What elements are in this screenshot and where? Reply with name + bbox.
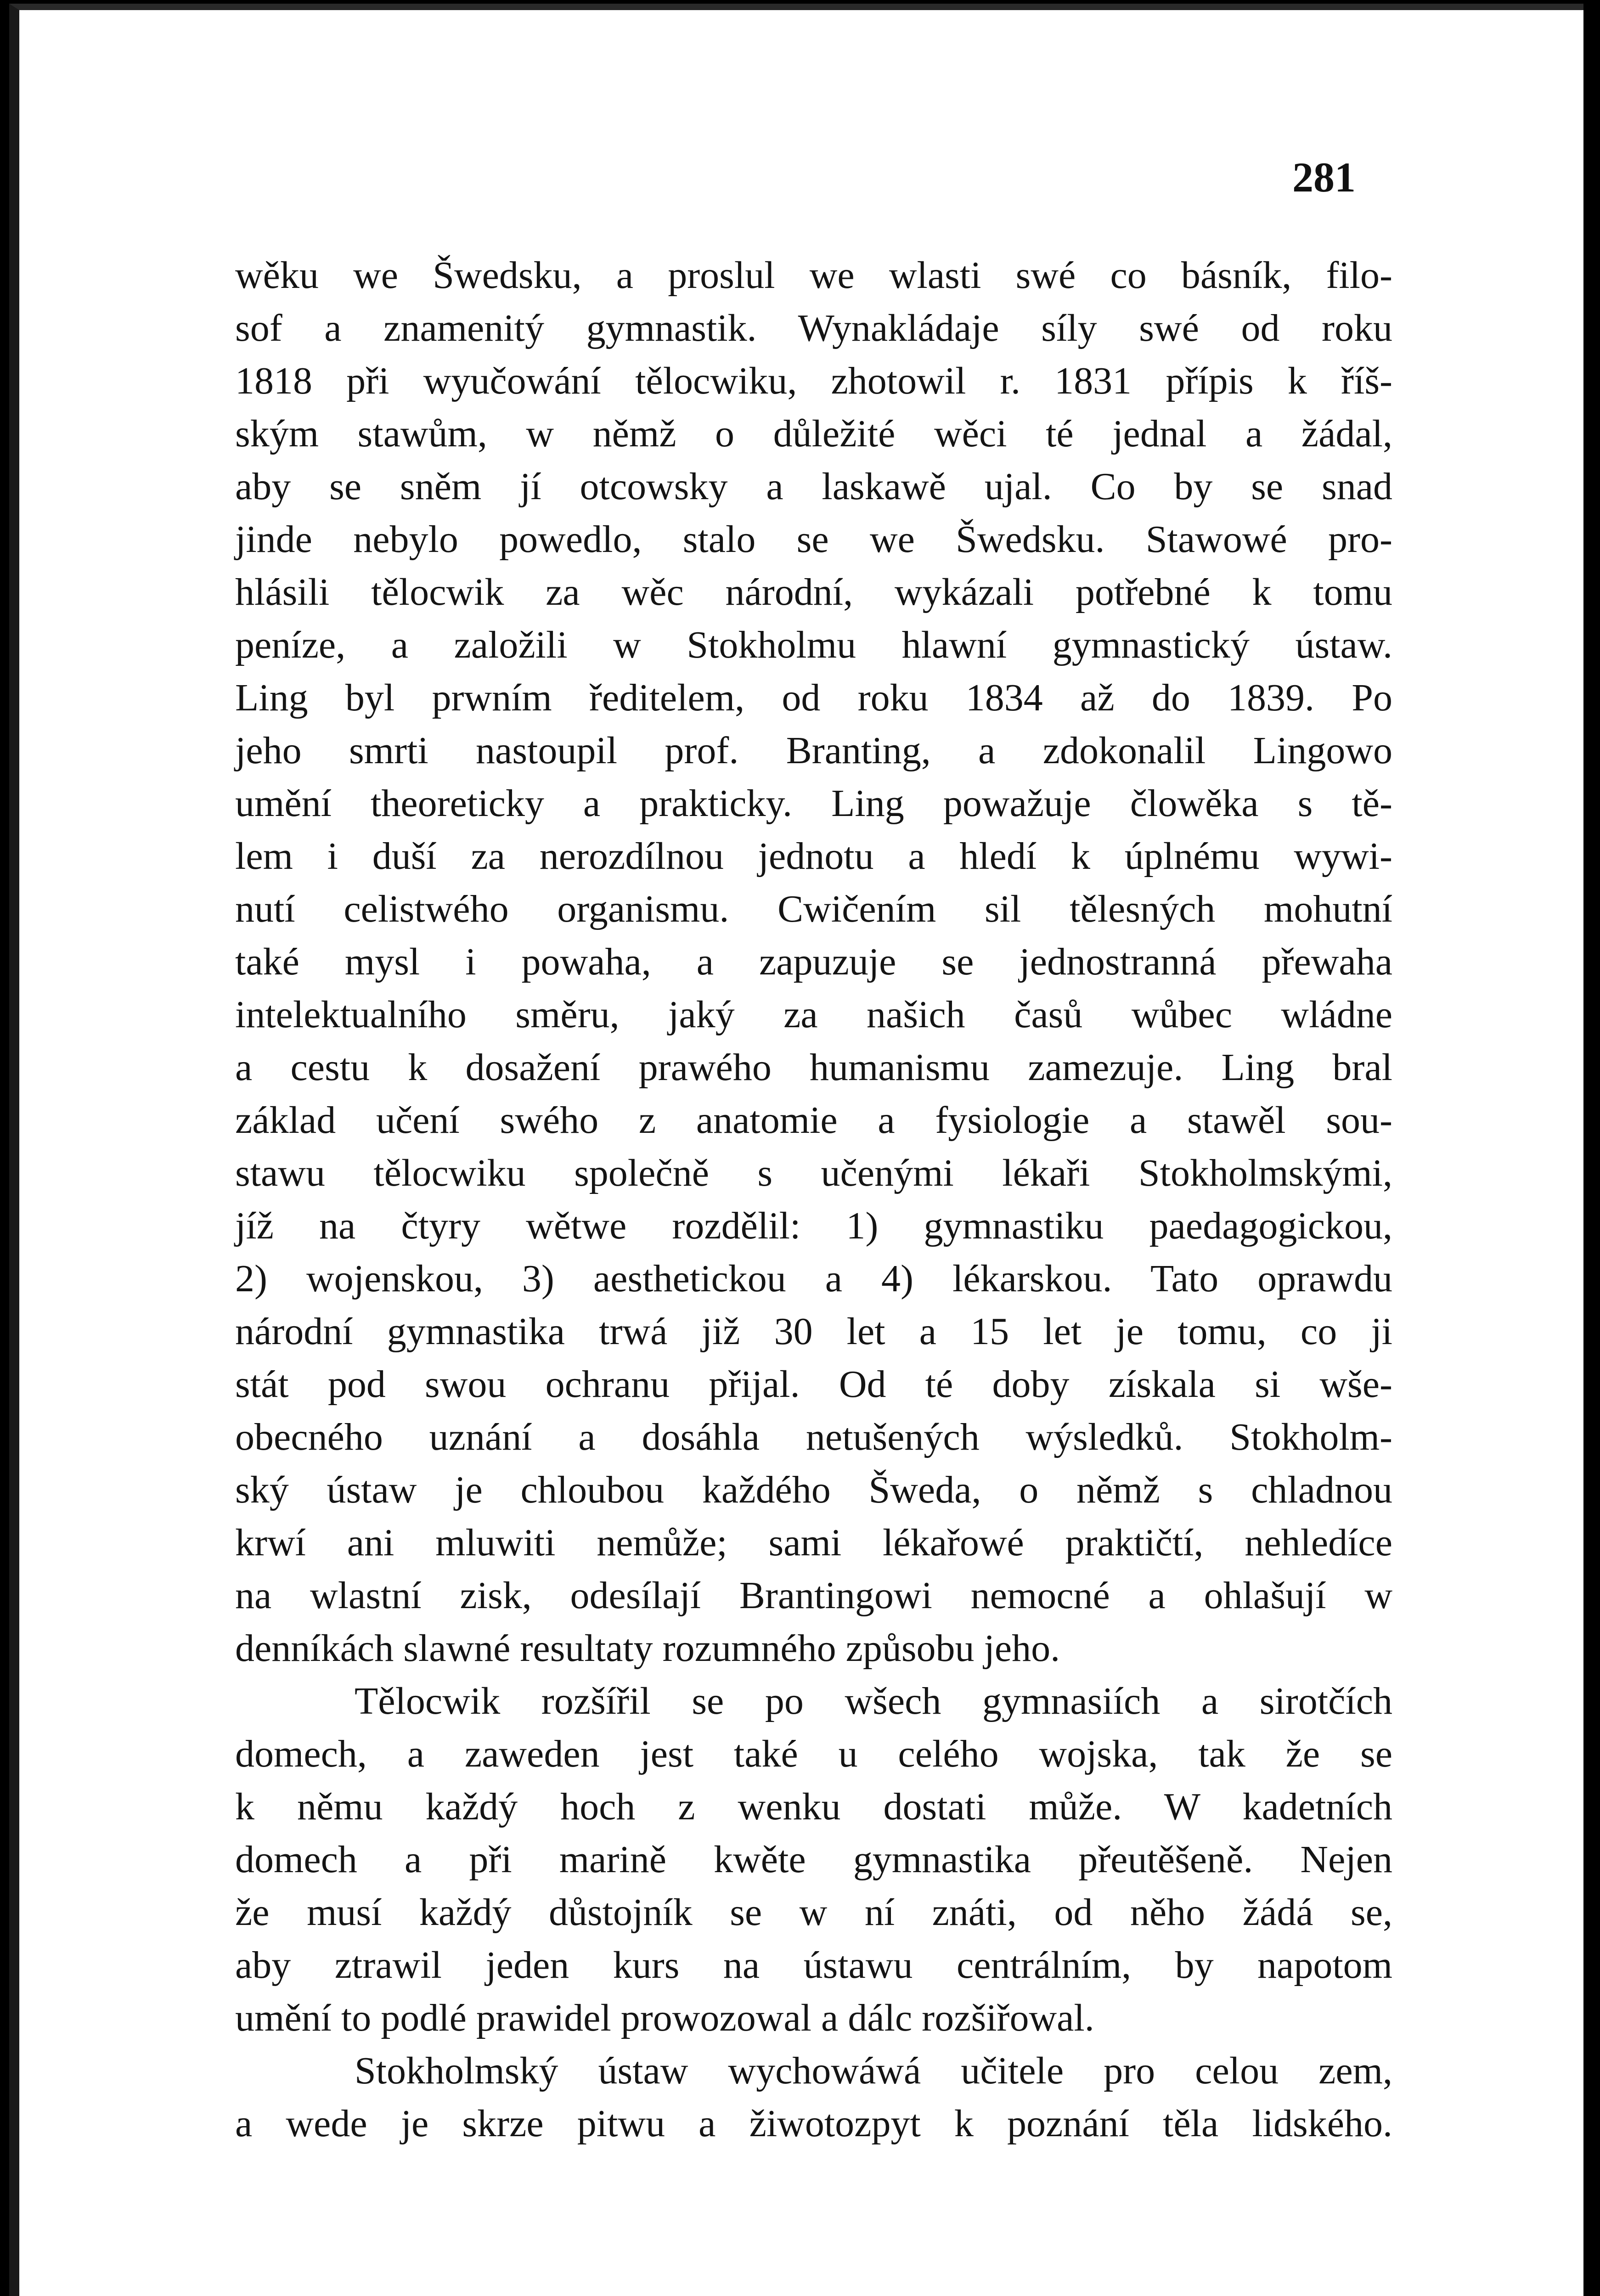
text-line: a wede je skrze pitwu a žiwotozpyt k poznání těla lidského. [235, 2102, 1392, 2145]
text-line: národní gymnastika trwá již 30 let a 15 let je tomu, co ji [235, 1310, 1392, 1353]
text-line: aby se sněm jí otcowsky a laskawě ujal. Co by se snad [235, 465, 1392, 508]
text-line: stát pod swou ochranu přijal. Od té doby získala si wše- [235, 1363, 1392, 1406]
text-line: Tělocwik rozšířil se po wšech gymnasiích a sirotčích [355, 1680, 1392, 1722]
text-line: jeho smrti nastoupil prof. Branting, a zdokonalil Lingowo [235, 729, 1392, 772]
text-line: hlásili tělocwik za wěc národní, wykázali potřebné k tomu [235, 571, 1392, 613]
book-page [9, 4, 1583, 2296]
text-line: domech a při marině kwěte gymnastika přeutěšeně. Nejen [235, 1838, 1392, 1881]
text-line: nutí celistwého organismu. Cwičením sil tělesných mohutní [235, 888, 1392, 930]
text-line: lem i duší za nerozdílnou jednotu a hledí k úplnému wywi- [235, 835, 1392, 878]
text-line: také mysl i powaha, a zapuzuje se jednostranná přewaha [235, 940, 1392, 983]
text-line: a cestu k dosažení prawého humanismu zamezuje. Ling bral [235, 1046, 1392, 1089]
text-line: obecného uznání a dosáhla netušených wýsledků. Stokholm- [235, 1416, 1392, 1458]
text-line: umění theoreticky a prakticky. Ling powažuje člowěka s tě- [235, 782, 1392, 825]
text-line: 2) wojenskou, 3) aesthetickou a 4) lékarskou. Tato oprawdu [235, 1257, 1392, 1300]
text-line: základ učení swého z anatomie a fysiologie a stawěl sou- [235, 1099, 1392, 1142]
text-line: stawu tělocwiku společně s učenými lékaři Stokholmskými, [235, 1152, 1392, 1194]
text-line: domech, a zaweden jest také u celého wojska, tak že se [235, 1733, 1392, 1775]
text-line: Ling byl prwním ředitelem, od roku 1834 až do 1839. Po [235, 676, 1392, 719]
text-line: denníkách slawné resultaty rozumného způsobu jeho. [235, 1627, 1060, 1670]
body-text [235, 249, 1392, 2150]
text-line: krwí ani mluwiti nemůže; sami lékařowé praktičtí, nehledíce [235, 1521, 1392, 1564]
text-line: intelektualního směru, jaký za našich časů wůbec wládne [235, 993, 1392, 1036]
text-line: ským stawům, w němž o důležité wěci té jednal a žádal, [235, 412, 1392, 455]
text-line: jíž na čtyry wětwe rozdělil: 1) gymnastiku paedagogickou, [235, 1204, 1392, 1247]
text-line: že musí každý důstojník se w ní znáti, od něho žádá se, [235, 1891, 1392, 1934]
text-line: jinde nebylo powedlo, stalo se we Šwedsku. Stawowé pro- [235, 518, 1392, 561]
text-line: ský ústaw je chloubou každého Šweda, o němž s chladnou [235, 1469, 1392, 1511]
text-line: peníze, a založili w Stokholmu hlawní gymnastický ústaw. [235, 624, 1392, 666]
text-line: wěku we Šwedsku, a proslul we wlasti swé co básník, filo- [235, 254, 1392, 297]
text-line: k němu každý hoch z wenku dostati může. W kadetních [235, 1785, 1392, 1828]
text-line: aby ztrawil jeden kurs na ústawu centrálním, by napotom [235, 1944, 1392, 1986]
text-line: na wlastní zisk, odesílají Brantingowi nemocné a ohlašují w [235, 1574, 1392, 1617]
text-line: sof a znamenitý gymnastik. Wynakládaje síly swé od roku [235, 307, 1392, 349]
text-line: 1818 při wyučowání tělocwiku, zhotowil r. 1831 přípis k říš- [235, 360, 1392, 402]
scan-border [1583, 0, 1600, 2296]
text-line: Stokholmský ústaw wychowáwá učitele pro celou zem, [355, 2049, 1392, 2092]
text-line: umění to podlé prawidel prowozowal a dálc rozšiřowal. [235, 1997, 1094, 2039]
page-number: 281 [1292, 154, 1356, 201]
